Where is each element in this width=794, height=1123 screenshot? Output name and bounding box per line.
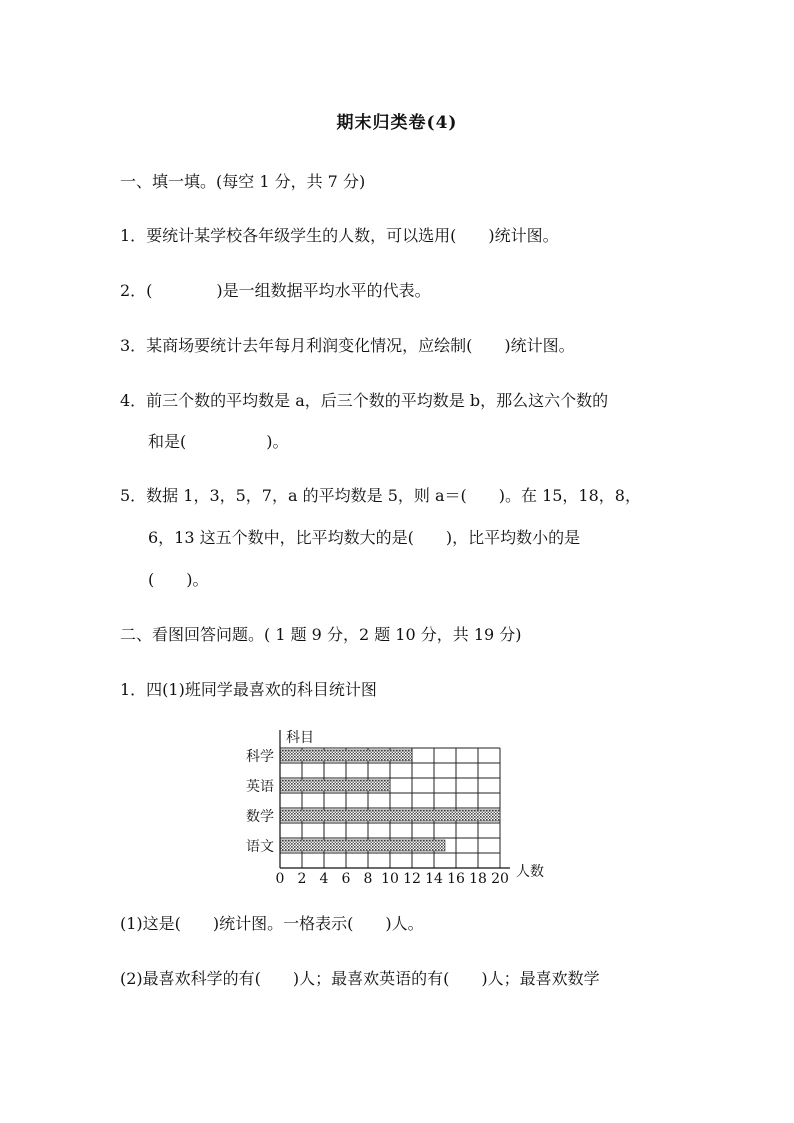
category-label: 语文 [246, 839, 274, 855]
question-1: 1．要统计某学校各年级学生的人数，可以选用( )统计图。 [120, 226, 559, 245]
question-4-line1: 4．前三个数的平均数是 a，后三个数的平均数是 b，那么这六个数的 [120, 391, 609, 410]
bar-1 [281, 750, 413, 761]
question-5-line1: 5．数据 1，3，5，7，a 的平均数是 5，则 a＝( )。在 15，18，8， [120, 486, 641, 505]
question-5-line3: ( )。 [148, 570, 209, 589]
x-tick-label: 4 [319, 871, 329, 886]
x-tick-label: 16 [447, 871, 465, 886]
page-title: 期末归类卷(4) [336, 113, 458, 133]
x-tick-label: 12 [403, 871, 421, 886]
x-tick-label: 10 [381, 871, 399, 886]
bar-4 [281, 840, 446, 851]
x-axis-label: 人数 [516, 864, 544, 880]
section2-heading: 二、看图回答问题。( 1 题 9 分，2 题 10 分，共 19 分) [120, 625, 522, 644]
question-2: 2．( )是一组数据平均水平的代表。 [120, 281, 431, 300]
x-tick-label: 18 [469, 871, 487, 886]
x-tick-label: 14 [425, 871, 443, 886]
x-tick-label: 6 [341, 871, 351, 886]
question-4-line2: 和是( )。 [148, 432, 289, 451]
chart-question-title: 1．四(1)班同学最喜欢的科目统计图 [120, 680, 377, 699]
sub-question-1: (1)这是( )统计图。一格表示( )人。 [120, 914, 424, 933]
x-tick-label: 8 [363, 871, 373, 886]
x-tick-label: 2 [297, 871, 307, 886]
question-3: 3．某商场要统计去年每月利润变化情况，应绘制( )统计图。 [120, 336, 575, 355]
bar-2 [281, 780, 391, 791]
category-label: 英语 [246, 779, 274, 795]
question-5-line2: 6，13 这五个数中，比平均数大的是( )，比平均数小的是 [148, 528, 581, 547]
bar-chart [240, 726, 560, 886]
sub-question-2: (2)最喜欢科学的有( )人；最喜欢英语的有( )人；最喜欢数学 [120, 969, 600, 988]
x-tick-label: 0 [275, 871, 285, 886]
x-tick-label: 20 [491, 871, 509, 886]
category-label: 科学 [246, 749, 274, 765]
y-axis-label: 科目 [286, 730, 314, 746]
category-label: 数学 [246, 809, 274, 825]
section1-heading: 一、填一填。(每空 1 分，共 7 分) [120, 172, 366, 191]
bar-3 [281, 810, 501, 821]
